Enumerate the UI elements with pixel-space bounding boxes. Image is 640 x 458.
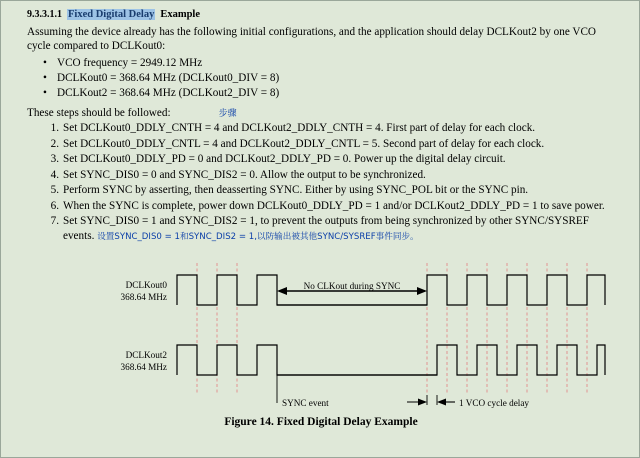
dclkout0-freq-label: 368.64 MHz <box>120 292 167 302</box>
intro-paragraph: Assuming the device already has the following initial configurations, and the application should delay DCLKout2 by one VCO cycle compared to DCLKout0: <box>27 26 596 52</box>
dclkout0-name-label: DCLKout0 <box>125 280 167 290</box>
list-item: Perform SYNC by asserting, then deasserting SYNC. Either by using SYNC_POL bit or the SYNC pin. <box>63 184 529 196</box>
dclkout2-waveform <box>177 345 605 375</box>
procedure-step-list <box>27 121 617 244</box>
dclkout2-name-label: DCLKout2 <box>125 350 167 360</box>
step-annotation: 设置SYNC_DIS0 = 1和SYNC_DIS2 = 1,以防输出被其他SYNC/SYSREF事件同步。 <box>97 231 419 242</box>
list-item: Set SYNC_DIS0 = 0 and SYNC_DIS2 = 0. Allow the output to be synchronized. <box>63 168 426 181</box>
timing-diagram-svg <box>27 263 617 423</box>
heading-number: 9.3.3.1.1 <box>27 9 62 20</box>
document-content <box>27 9 617 245</box>
figure-caption: Figure 14. Fixed Digital Delay Example <box>224 416 418 428</box>
list-item: Set DCLKout0_DDLY_CNTL = 4 and DCLKout2_DDLY_CNTL = 5. Second part of delay for each clock. <box>63 137 545 150</box>
list-item: • DCLKout2 = 368.64 MHz (DCLKout2_DIV = 8) <box>27 86 617 101</box>
steps-intro-row <box>27 106 617 119</box>
list-item: When the SYNC is complete, power down DCLKout0_DDLY_PD = 1 and/or DCLKout2_DDLY_PD = 1 to save power. <box>63 199 605 212</box>
heading-suffix: Example <box>160 9 200 20</box>
steps-intro-annotation: 步骤 <box>218 109 237 119</box>
dclkout2-freq-label: 368.64 MHz <box>120 362 167 372</box>
list-item: • DCLKout0 = 368.64 MHz (DCLKout0_DIV = 8) <box>27 71 617 86</box>
sync-window-annotation <box>277 281 427 297</box>
list-item <box>27 214 617 244</box>
list-item: Set DCLKout0_DDLY_PD = 0 and DCLKout2_DDLY_PD = 0. Power up the digital delay circuit. <box>63 153 506 165</box>
config-bullet-list <box>27 56 617 101</box>
list-item-text: Set SYNC_DIS0 = 1 and SYNC_DIS2 = 1, to prevent the outputs from being synchronized by other SYNC/SYSREF events. <box>63 215 589 242</box>
timing-diagram-figure <box>27 263 617 423</box>
heading-highlighted-text: Fixed Digital Delay <box>68 9 155 20</box>
sync-event-label: SYNC event <box>282 398 329 408</box>
list-item: • VCO frequency = 2949.12 MHz <box>27 56 617 71</box>
vco-delay-annotation <box>407 395 529 408</box>
steps-intro-label: These steps should be followed: <box>27 107 171 119</box>
sync-window-label: No CLKout during SYNC <box>303 281 401 291</box>
list-item: Set DCLKout0_DDLY_CNTH = 4 and DCLKout2_DDLY_CNTH = 4. First part of delay for each clock. <box>63 122 536 134</box>
section-heading <box>27 9 617 20</box>
vco-delay-label: 1 VCO cycle delay <box>459 398 529 408</box>
sync-event-annotation <box>277 375 329 408</box>
